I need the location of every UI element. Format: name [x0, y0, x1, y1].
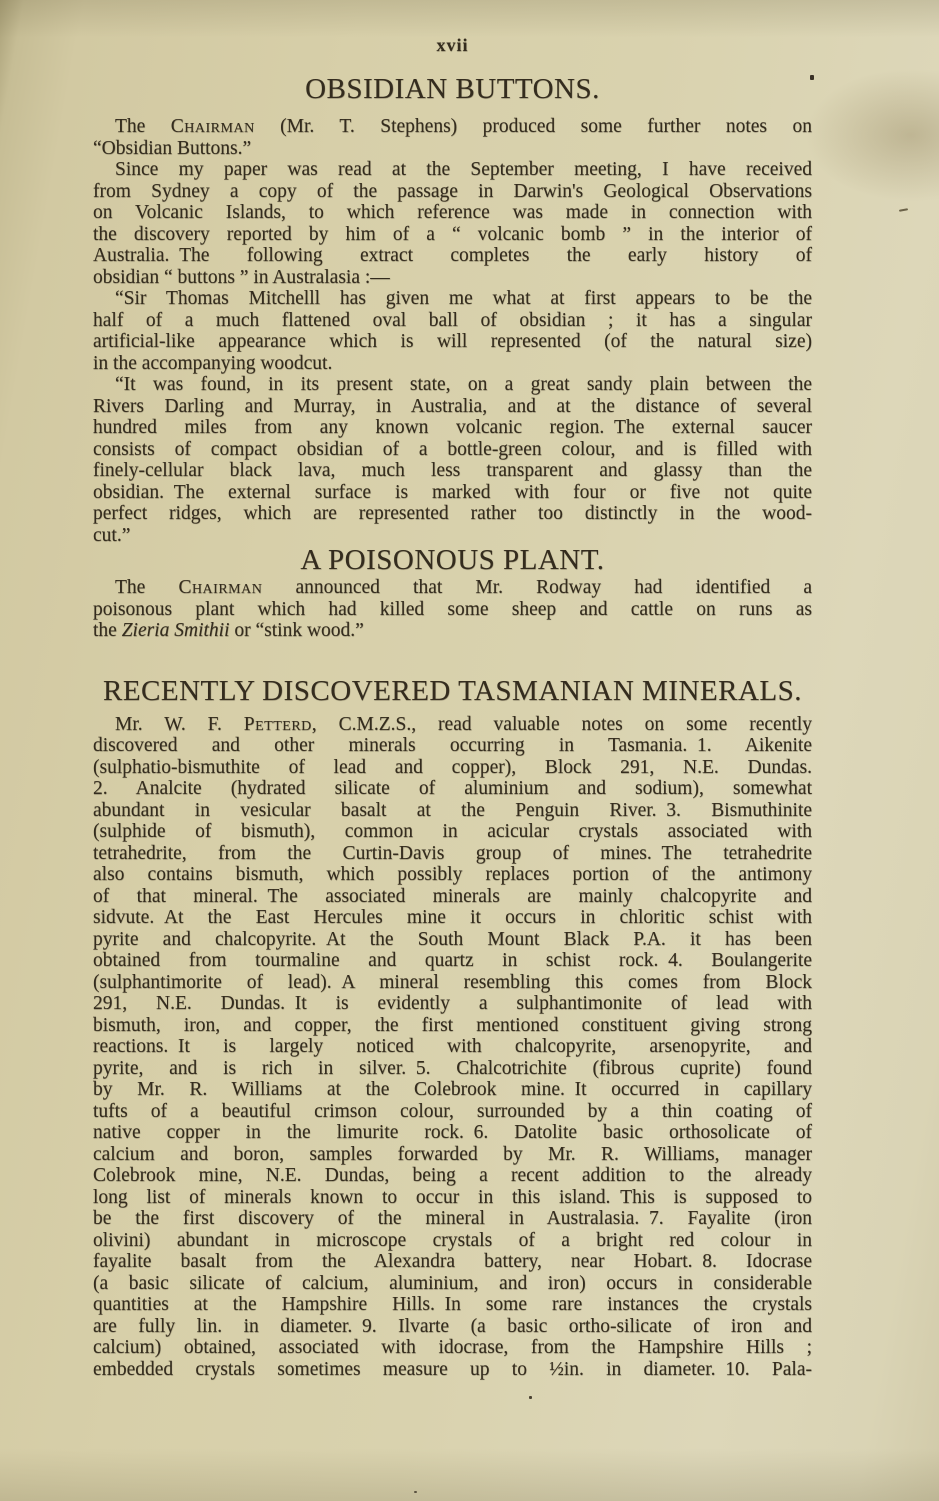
heading-obsidian-buttons: OBSIDIAN BUTTONS. — [305, 73, 600, 105]
text-segment: tetrahedrite, from the Curtin-Davis group of mines. The tetrahedrite — [93, 842, 812, 864]
ink-speck — [810, 75, 814, 80]
text-line — [93, 864, 812, 886]
text-segment: calcium and boron, samples forwarded by Mr. R. Williams, manager — [93, 1143, 812, 1165]
text-segment: the — [93, 620, 122, 641]
section-poisonous-plant — [93, 546, 812, 642]
text-segment: are fully lin. in diameter. 9. Ilvarte (a basic ortho-silicate of iron and — [93, 1315, 812, 1337]
text-line — [93, 1165, 812, 1187]
text-segment: “It was found, in its present state, on a great sandy plain between the — [115, 374, 812, 395]
text-line — [93, 245, 812, 267]
text-line — [93, 1101, 812, 1123]
text-segment: The — [115, 116, 171, 137]
text-line — [93, 1015, 812, 1037]
text-line — [93, 1230, 812, 1252]
text-segment: from Sydney a copy of the passage in Darwin's Geological Observations — [93, 180, 812, 202]
text-segment: on Volcanic Islands, to which reference was made in connection with — [93, 202, 812, 223]
text-line — [93, 929, 812, 951]
text-segment: also contains bismuth, which possibly replaces portion of the antimony — [93, 864, 812, 885]
text-segment: or “stink wood.” — [229, 620, 364, 641]
ink-speck — [414, 1491, 417, 1493]
text-line — [93, 1251, 812, 1273]
section-obsidian-buttons — [93, 75, 812, 546]
text-line — [93, 714, 812, 736]
text-line — [93, 525, 812, 547]
italic-text: Zieria Smithii — [121, 620, 230, 641]
text-segment: (a basic silicate of calcium, aluminium, and iron) occurs in considerable — [93, 1272, 812, 1294]
text-segment: , C.M.Z.S., read valuable notes on some recently — [311, 713, 812, 735]
text-line — [93, 439, 812, 461]
text-segment: pyrite and chalcopyrite. At the South Mount Black P.A. it has been — [93, 928, 812, 950]
text-line — [93, 843, 812, 865]
text-segment: native copper in the limurite rock. 6. Datolite basic orthosolicate of — [93, 1122, 812, 1143]
text-segment: sidvute. At the East Hercules mine it occurs in chloritic schist with — [93, 907, 812, 928]
page-content — [93, 0, 812, 1380]
text-segment: obtained from tourmaline and quartz in schist rock. 4. Boulangerite — [93, 950, 812, 971]
text-segment: announced that Mr. Rodway had identified a — [262, 577, 812, 598]
text-line — [93, 1316, 812, 1338]
text-segment: (Mr. T. Stephens) produced some further notes on — [254, 116, 812, 137]
text-segment: Australia. The following extract completes the early history of — [93, 245, 812, 266]
text-segment: of that mineral. The associated minerals are mainly chalcopyrite and — [93, 885, 812, 907]
paragraph — [93, 288, 812, 374]
text-segment: (sulphantimorite of lead). A mineral resembling this comes from Block — [93, 971, 812, 993]
paragraph — [93, 714, 812, 1381]
text-segment: poisonous plant which had killed some sheep and cattle on runs as — [93, 598, 812, 620]
text-segment: finely-cellular black lava, much less transparent and glassy than the — [93, 460, 812, 481]
text-line — [93, 224, 812, 246]
text-segment: perfect ridges, which are represented rather too distinctly in the wood- — [93, 503, 812, 524]
text-segment: Rivers Darling and Murray, in Australia, and at the distance of several — [93, 395, 812, 417]
text-line — [93, 821, 812, 843]
text-line — [93, 735, 812, 757]
ink-speck — [899, 208, 908, 212]
text-segment: discovered and other minerals occurring in Tasmania. 1. Aikenite — [93, 735, 812, 756]
text-line — [93, 331, 812, 353]
text-line — [93, 972, 812, 994]
text-segment: abundant in vesicular basalt at the Penguin River. 3. Bismuthinite — [93, 799, 812, 821]
text-segment: by Mr. R. Williams at the Colebrook mine. It occurred in capillary — [93, 1079, 812, 1100]
text-segment: in the accompanying woodcut. — [93, 352, 333, 374]
text-line — [93, 577, 812, 599]
paragraph — [93, 577, 812, 642]
text-segment: pyrite, and is rich in silver. 5. Chalcotrichite (fibrous cuprite) found — [93, 1057, 812, 1079]
text-segment: obsidian. The external surface is marked with four or five not quite — [93, 481, 812, 503]
text-line — [93, 1294, 812, 1316]
text-segment: The — [115, 577, 179, 598]
text-line — [93, 950, 812, 972]
text-line — [93, 886, 812, 908]
text-line — [93, 417, 812, 439]
heading-tasmanian-minerals: RECENTLY DISCOVERED TASMANIAN MINERALS. — [102, 674, 802, 707]
paragraph — [93, 374, 812, 546]
text-line — [93, 460, 812, 482]
text-segment: quantities at the Hampshire Hills. In some rare instances the crystals — [93, 1294, 812, 1315]
text-segment: “Sir Thomas Mitchelll has given me what at first appears to be the — [115, 288, 812, 309]
text-line — [93, 1359, 812, 1381]
text-segment: tufts of a beautiful crimson colour, surrounded by a thin coating of — [93, 1100, 812, 1122]
text-line — [93, 1337, 812, 1359]
text-line — [93, 907, 812, 929]
text-line — [93, 503, 812, 525]
text-segment: artificial-like appearance which is will represented (of the natural size) — [93, 331, 812, 352]
text-segment: half of a much flattened oval ball of obsidian ; it has a singular — [93, 309, 812, 331]
text-line — [93, 1144, 812, 1166]
text-line — [93, 138, 812, 160]
text-segment: (sulphatio-bismuthite of lead and copper), Block 291, N.E. Dundas. — [93, 756, 812, 778]
text-segment: the discovery reported by him of a “ volcanic bomb ” in the interior of — [93, 223, 812, 245]
text-line — [93, 620, 812, 642]
text-segment: olivini) abundant in microscope crystals of a bright red colour in — [93, 1229, 812, 1251]
text-segment: 291, N.E. Dundas. It is evidently a sulphantimonite of lead with — [93, 993, 812, 1014]
text-line — [93, 800, 812, 822]
page-number: xvii — [436, 35, 469, 55]
text-line — [93, 1058, 812, 1080]
text-line — [93, 599, 812, 621]
text-line — [93, 181, 812, 203]
text-segment: Mr. W. F. — [115, 713, 244, 735]
text-segment: (sulphide of bismuth), common in acicular crystals associated with — [93, 821, 812, 842]
text-line — [93, 1122, 812, 1144]
paragraph — [93, 116, 812, 159]
text-line — [93, 202, 812, 224]
text-line — [93, 1079, 812, 1101]
text-line — [93, 396, 812, 418]
ink-speck — [529, 1396, 532, 1399]
text-segment: “Obsidian Buttons.” — [93, 137, 252, 159]
small-caps-text: Chairman — [170, 116, 255, 137]
text-segment: bismuth, iron, and copper, the first mentioned constituent giving strong — [93, 1014, 812, 1036]
text-line — [93, 778, 812, 800]
text-line — [93, 353, 812, 375]
text-line — [93, 1036, 812, 1058]
text-segment: Colebrook mine, N.E. Dundas, being a recent addition to the already — [93, 1165, 812, 1186]
text-line — [93, 374, 812, 396]
text-line — [93, 288, 812, 310]
text-segment: cut.” — [93, 524, 131, 546]
text-line — [93, 267, 812, 289]
text-line — [93, 310, 812, 332]
heading-poisonous-plant: A POISONOUS PLANT. — [300, 544, 605, 576]
text-segment: calcium) obtained, associated with idocrase, from the Hampshire Hills ; — [93, 1337, 812, 1358]
text-segment: hundred miles from any known volcanic region. The external saucer — [93, 417, 812, 438]
text-segment: consists of compact obsidian of a bottle-green colour, and is filled with — [93, 438, 812, 460]
section-tasmanian-minerals — [93, 674, 812, 1381]
text-segment: be the first discovery of the mineral in Australasia. 7. Fayalite (iron — [93, 1208, 812, 1229]
text-segment: long list of minerals known to occur in this island. This is supposed to — [93, 1186, 812, 1208]
text-segment: 2. Analcite (hydrated silicate of aluminium and sodium), somewhat — [93, 778, 812, 799]
text-line — [93, 1187, 812, 1209]
text-segment: fayalite basalt from the Alexandra battery, near Hobart. 8. Idocrase — [93, 1251, 812, 1272]
text-segment: Since my paper was read at the September meeting, I have received — [115, 159, 812, 180]
paragraph — [93, 159, 812, 288]
text-segment: reactions. It is largely noticed with chalcopyrite, arsenopyrite, and — [93, 1036, 812, 1057]
text-segment: obsidian “ buttons ” in Australasia :— — [93, 266, 390, 288]
text-line — [93, 482, 812, 504]
small-caps-text: Chairman — [178, 577, 263, 598]
text-line — [93, 1208, 812, 1230]
text-line — [93, 1273, 812, 1295]
text-segment: embedded crystals sometimes measure up to ½in. in diameter. 10. Pala- — [93, 1358, 812, 1380]
text-line — [93, 993, 812, 1015]
text-line — [93, 159, 812, 181]
text-line — [93, 116, 812, 138]
small-caps-text: Petterd — [243, 713, 312, 735]
text-line — [93, 757, 812, 779]
